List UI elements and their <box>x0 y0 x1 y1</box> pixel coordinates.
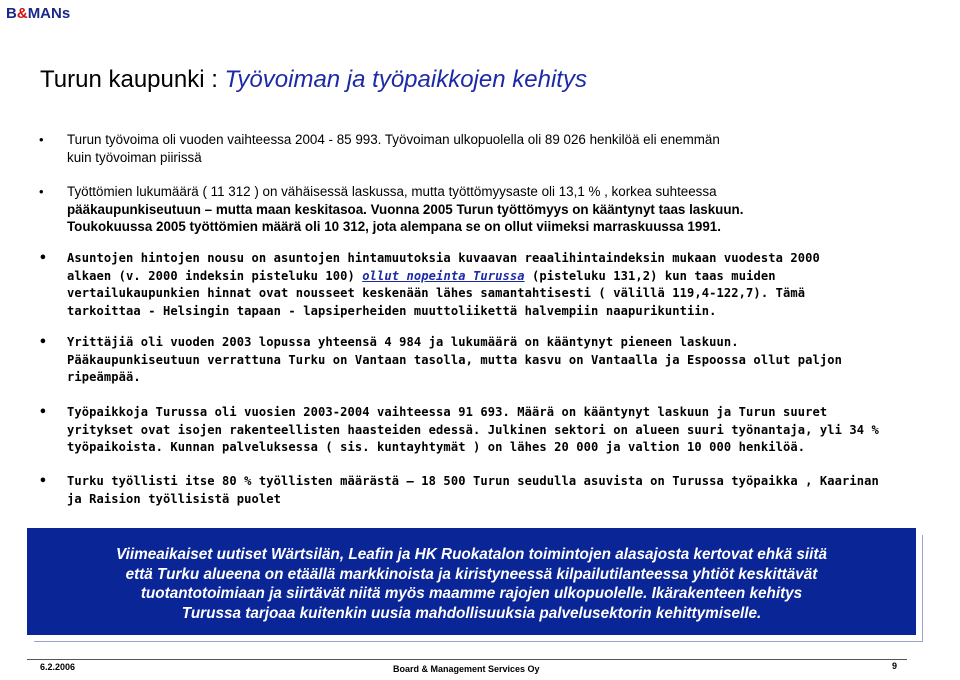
bullet-line: vertailukaupunkien hinnat ovat nousseet keskenään lähes samantahtisesti ( välillä 119,4-122,7). Tämä <box>67 286 806 300</box>
title-emphasis: Työvoiman ja työpaikkojen kehitys <box>224 66 587 93</box>
bullet-line: Toukokuussa 2005 työttömien määrä oli 10 312, jota alempana se on ollut viimeksi marraskuussa 1991. <box>67 219 721 234</box>
banner-line: tuotantotoimiaan ja siirtävät niitä myös maamme rajojen ulkopuolelle. Ikärakenteen kehitys <box>140 585 803 602</box>
logo-ampersand: & <box>16 5 28 22</box>
slide-title <box>40 66 587 94</box>
bullet-labor-force <box>67 131 937 166</box>
bullet-line: ripeämpää. <box>67 370 141 384</box>
bullet-line: • Turku työllisti itse 80 % työllisten määrästä – 18 500 Turun seudulla asuvista on Turussa työpaikka , Kaarinan <box>67 474 879 488</box>
logo-mans: MANs <box>27 5 71 22</box>
bullet-line: • Työttömien lukumäärä ( 11 312 ) on vähäisessä laskussa, mutta työttömyysaste oli 13,1 % , korkea suhteessa <box>67 184 717 199</box>
bullet-line: ja Raision työllisistä puolet <box>67 491 282 506</box>
bullet-line: • Turun työvoima oli vuoden vaihteessa 2004 - 85 993. Työvoiman ulkopuolella oli 89 026 henkilöä eli enemmän <box>67 132 720 147</box>
news-banner <box>27 528 916 635</box>
footer-date: 6.2.2006 <box>40 662 76 672</box>
bullet-line: • Asuntojen hintojen nousu on asuntojen hintamuutoksia kuvaavan reaalihintaindeksin mukaan vuodesta 2000 <box>67 251 820 265</box>
bullet-entrepreneurs <box>67 334 937 387</box>
bullet-line: yritykset ovat isojen rakenteellisten haasteiden edessä. Julkinen sektori on alueen suuri työnantaja, yli 34 % <box>67 422 879 437</box>
bullet-line: • Yrittäjiä oli vuoden 2003 lopussa yhteensä 4 984 ja lukumäärä on kääntynyt pieneen laskuun. <box>67 335 739 349</box>
banner-line: Turussa tarjoaa kuitenkin uusia mahdollisuuksia palvelusektorin kehittymiselle. <box>181 604 762 622</box>
bullet-unemployment <box>67 183 937 236</box>
bullet-line: tarkoittaa - Helsingin tapaan - lapsiperheiden muuttoliikettä halvempiin naapurikuntiin. <box>67 303 717 318</box>
line-suffix: (pisteluku 131,2) kun taas muiden <box>524 268 776 283</box>
company-logo <box>6 5 70 22</box>
bullet-jobs <box>67 404 937 457</box>
bullet-line: Pääkaupunkiseutuun verrattuna Turku on Vantaan tasolla, mutta kasvu on Vantaalla ja Espoossa ollut paljon <box>67 352 843 367</box>
bullet-housing-prices <box>67 250 937 320</box>
bullet-line: kuin työvoiman piirissä <box>67 149 202 165</box>
footer-company: Board & Management Services Oy <box>393 664 540 674</box>
banner-line: Viimeaikaiset uutiset Wärtsilän, Leafin ja HK Ruokatalon toimintojen alasajosta kertovat ehkä siitä <box>116 546 827 563</box>
logo-b: B <box>6 5 17 22</box>
bullet-turku-employment <box>67 473 937 508</box>
bullet-line <box>67 268 937 286</box>
page-number: 9 <box>892 661 898 671</box>
title-prefix: Turun kaupunki : <box>40 66 225 93</box>
bullet-line: • Työpaikkoja Turussa oli vuosien 2003-2004 vaihteessa 91 693. Määrä on kääntynyt laskuun ja Turun suuret <box>67 405 828 419</box>
highlight-fastest-turku: ollut nopeinta Turussa <box>362 268 525 283</box>
line-prefix: alkaen (v. 2000 indeksin pisteluku 100) <box>67 268 363 283</box>
footer-divider <box>27 659 907 660</box>
banner-line: että Turku alueena on etäällä markkinoista ja kiristyneessä kilpailutilanteessa yhtiöt keskittävät <box>125 565 818 583</box>
bullet-line: työpaikoista. Kunnan palveluksessa ( sis. kuntayhtymät ) on lähes 20 000 ja valtion 10 000 henkilöä. <box>67 440 806 454</box>
bullet-line: pääkaupunkiseutuun – mutta maan keskitasoa. Vuonna 2005 Turun työttömyys on kääntynyt taas laskuun. <box>67 201 744 217</box>
